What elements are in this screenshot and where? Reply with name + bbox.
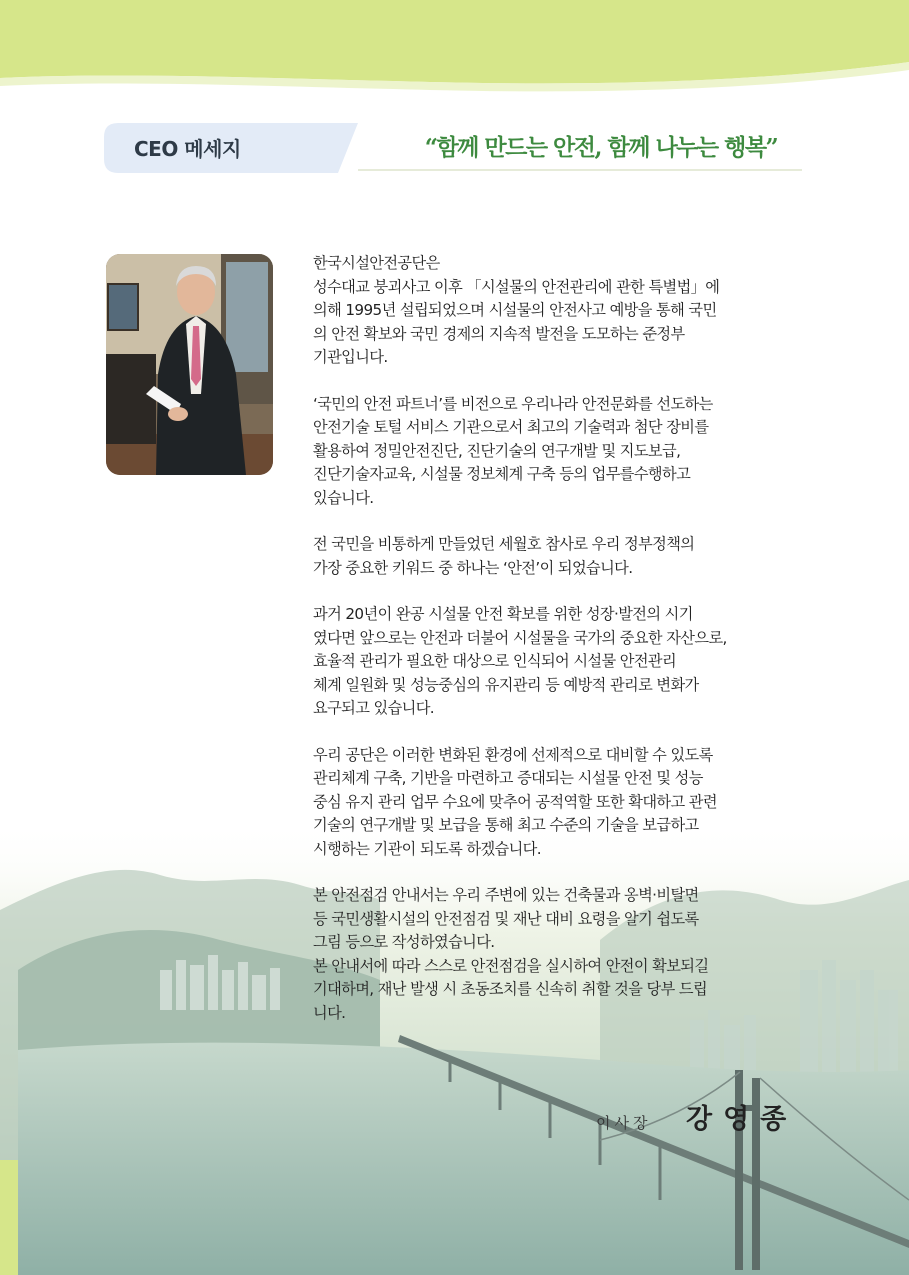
paragraph [313,603,805,721]
text-line: 의 안전 확보와 국민 경제의 지속적 발전을 도모하는 준정부 [313,324,685,343]
text-line: 효율적 관리가 필요한 대상으로 인식되어 시설물 안전관리 [313,652,677,670]
text-line: 진단기술자교육, 시설물 정보체계 구축 등의 업무를수행하고 [313,465,691,483]
top-decorative-band [0,0,909,110]
text-line: 등 국민생활시설의 안전점검 및 재난 대비 요령을 알기 쉽도록 [313,909,699,928]
signature-title: 이사장 [596,1114,652,1132]
slogan-heading: “함께 만드는 안전, 함께 나누는 행복” [424,134,778,161]
message-body [313,252,805,1048]
text-line: 전 국민을 비통하게 만들었던 세월호 참사로 우리 정부정책의 [313,535,695,553]
text-line: 체계 일원화 및 성능중심의 유지관리 등 예방적 관리로 변화가 [313,675,699,694]
paragraph [313,252,805,370]
left-decorative-strip [0,1160,18,1275]
ceo-portrait-photo [106,254,273,475]
header-divider [358,169,802,171]
text-line: 활용하여 정밀안전진단, 진단기술의 연구개발 및 지도보급, [313,441,681,460]
text-line: 그림 등으로 작성하였습니다. [313,933,495,951]
text-line: 본 안전점검 안내서는 우리 주변에 있는 건축물과 옹벽·비탈면 [313,886,699,904]
text-line: 니다. [313,1003,346,1022]
text-line: 관리체계 구축, 기반을 마련하고 증대되는 시설물 안전 및 성능 [313,769,703,787]
text-line: ‘국민의 안전 파트너’를 비전으로 우리나라 안전문화를 선도하는 [313,394,713,413]
signature-name: 강영종 [686,1104,798,1135]
text-line: 중심 유지 관리 업무 수요에 맞추어 공적역할 또한 확대하고 관련 [313,792,717,811]
paragraph [313,884,805,1025]
text-line: 시행하는 기관이 되도록 하겠습니다. [313,839,541,858]
text-line: 가장 중요한 키워드 중 하나는 ‘안전’이 되었습니다. [313,558,633,577]
paragraph [313,533,805,580]
text-line: 한국시설안전공단은 [313,254,440,272]
text-line: 요구되고 있습니다. [313,699,435,717]
text-line: 성수대교 붕괴사고 이후 「시설물의 안전관리에 관한 특별법」에 [313,277,720,296]
text-line: 였다면 앞으로는 안전과 더불어 시설물을 국가의 중요한 자산으로, [313,628,727,647]
text-line: 본 안내서에 따라 스스로 안전점검을 실시하여 안전이 확보되길 [313,956,709,975]
text-line: 의해 1995년 설립되었으며 시설물의 안전사고 예방을 통해 국민 [313,301,717,319]
text-line: 기술의 연구개발 및 보급을 통해 최고 수준의 기술을 보급하고 [313,816,699,834]
text-line: 기관입니다. [313,348,388,366]
text-line: 기대하며, 재난 발생 시 초동조치를 신속히 취할 것을 당부 드립 [313,980,708,998]
text-line: 우리 공단은 이러한 변화된 환경에 선제적으로 대비할 수 있도록 [313,745,713,764]
text-line: 과거 20년이 완공 시설물 안전 확보를 위한 성장·발전의 시기 [313,605,693,623]
text-line: 안전기술 토털 서비스 기관으로서 최고의 기술력과 첨단 장비를 [313,418,709,436]
paragraph [313,393,805,511]
text-line: 있습니다. [313,488,374,507]
section-label: CEO 메세지 [134,137,241,161]
paragraph [313,744,805,862]
